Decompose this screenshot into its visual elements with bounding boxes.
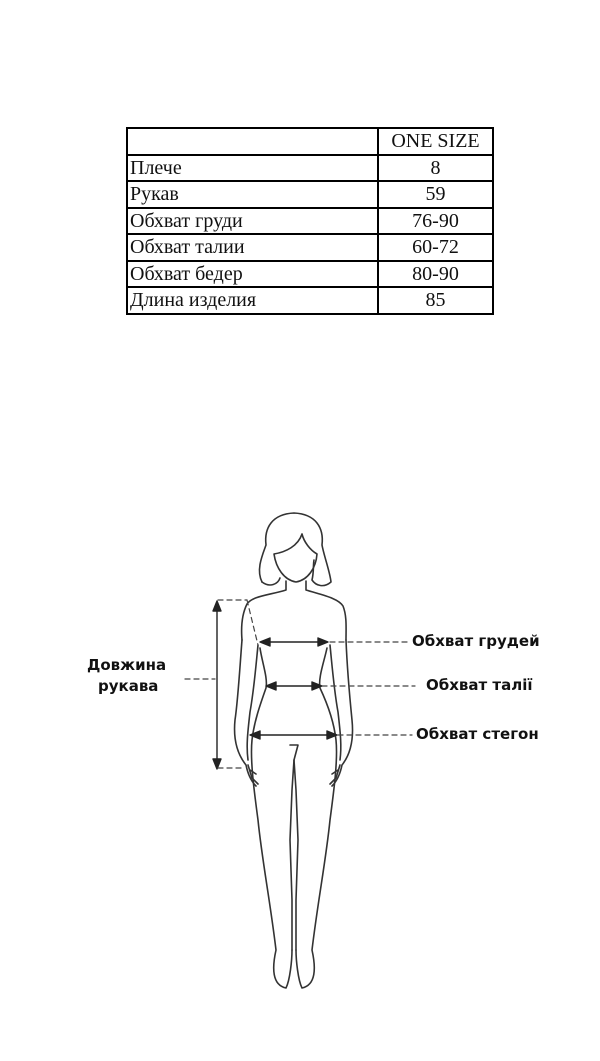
row-value: 59 bbox=[378, 181, 493, 208]
header-cell-empty bbox=[127, 128, 378, 155]
table-row bbox=[127, 234, 493, 261]
table-row bbox=[127, 261, 493, 288]
table-row bbox=[127, 155, 493, 182]
row-value: 85 bbox=[378, 287, 493, 314]
header-cell-size: ONE SIZE bbox=[378, 128, 493, 155]
sleeve-length-label-line2: рукава bbox=[98, 677, 159, 695]
table-row bbox=[127, 287, 493, 314]
row-label: Обхват талии bbox=[127, 234, 378, 261]
table-row bbox=[127, 181, 493, 208]
table-row bbox=[127, 208, 493, 235]
row-value: 60-72 bbox=[378, 234, 493, 261]
measurement-figure bbox=[0, 500, 600, 1000]
chest-label: Обхват грудей bbox=[412, 632, 540, 650]
row-label: Рукав bbox=[127, 181, 378, 208]
row-label: Плече bbox=[127, 155, 378, 182]
row-label: Обхват груди bbox=[127, 208, 378, 235]
hips-label: Обхват стегон bbox=[416, 725, 539, 743]
sleeve-length-label-line1: Довжина bbox=[87, 656, 167, 674]
woman-silhouette-icon bbox=[0, 500, 600, 1000]
waist-label: Обхват талії bbox=[426, 676, 533, 694]
row-label: Обхват бедер bbox=[127, 261, 378, 288]
row-value: 80-90 bbox=[378, 261, 493, 288]
row-value: 8 bbox=[378, 155, 493, 182]
row-label: Длина изделия bbox=[127, 287, 378, 314]
size-table bbox=[126, 127, 494, 315]
row-value: 76-90 bbox=[378, 208, 493, 235]
table-header-row bbox=[127, 128, 493, 155]
